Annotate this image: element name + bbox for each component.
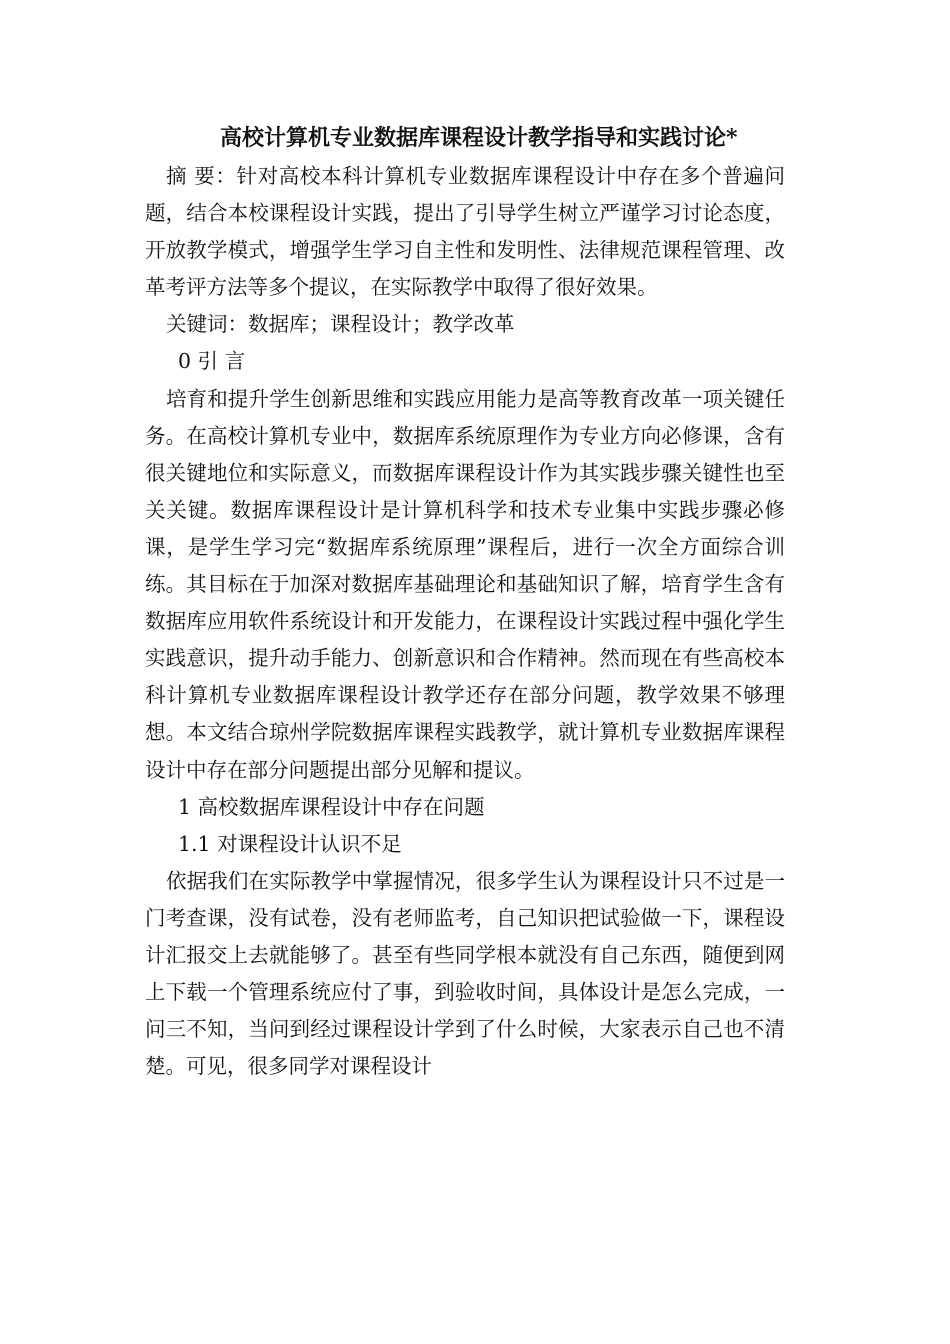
section-heading-problems: 1 高校数据库课程设计中存在问题 bbox=[178, 794, 485, 819]
understanding-paragraph: 依据我们在实际教学中掌握情况，很多学生认为课程设计只不过是一门考查课，没有试卷，没有老师监考，自己知识把试验做一下，课程设计汇报交上去就能够了。甚至有些同学根本就没有自己东西，随便到网上下载一个管理系统应付了事，到验收时间，具体设计是怎么完成，一问三不知，当问到经过课程设计学到了什么时候，大家表示自己也不清楚。可见，很多同学对课程设计 bbox=[145, 868, 785, 1079]
document-body bbox=[145, 158, 785, 1085]
document-title: 高校计算机专业数据库课程设计教学指导和实践讨论* bbox=[220, 125, 738, 151]
section-heading-introduction: 0 引 言 bbox=[178, 349, 246, 374]
introduction-paragraph: 培育和提升学生创新思维和实践应用能力是高等教育改革一项关键任务。在高校计算机专业中，数据库系统原理作为专业方向必修课，含有很关键地位和实际意义，而数据库课程设计作为其实践步骤关键性也至关关键。数据库课程设计是计算机科学和技术专业集中实践步骤必修课，是学生学习完“数据库系统原理”课程后，进行一次全方面综合训练。其目标在于加深对数据库基础理论和基础知识了解，培育学生含有数据库应用软件系统设计和开发能力，在课程设计实践过程中强化学生实践意识，提升动手能力、创新意识和合作精神。然而现在有些高校本科计算机专业数据库课程设计教学还存在部分问题，教学效果不够理想。本文结合琼州学院数据库课程实践教学，就计算机专业数据库课程设计中存在部分问题提出部分见解和提议。 bbox=[145, 386, 785, 782]
abstract-paragraph: 摘 要：针对高校本科计算机专业数据库课程设计中存在多个普遍问题，结合本校课程设计实践，提出了引导学生树立严谨学习讨论态度，开放教学模式，增强学生学习自主性和发明性、法律规范课程管理、改革考评方法等多个提议，在实际教学中取得了很好效果。 bbox=[145, 164, 785, 300]
subsection-heading-understanding: 1.1 对课程设计认识不足 bbox=[178, 831, 402, 856]
keywords-line: 关键词：数据库；课程设计；教学改革 bbox=[166, 312, 515, 337]
